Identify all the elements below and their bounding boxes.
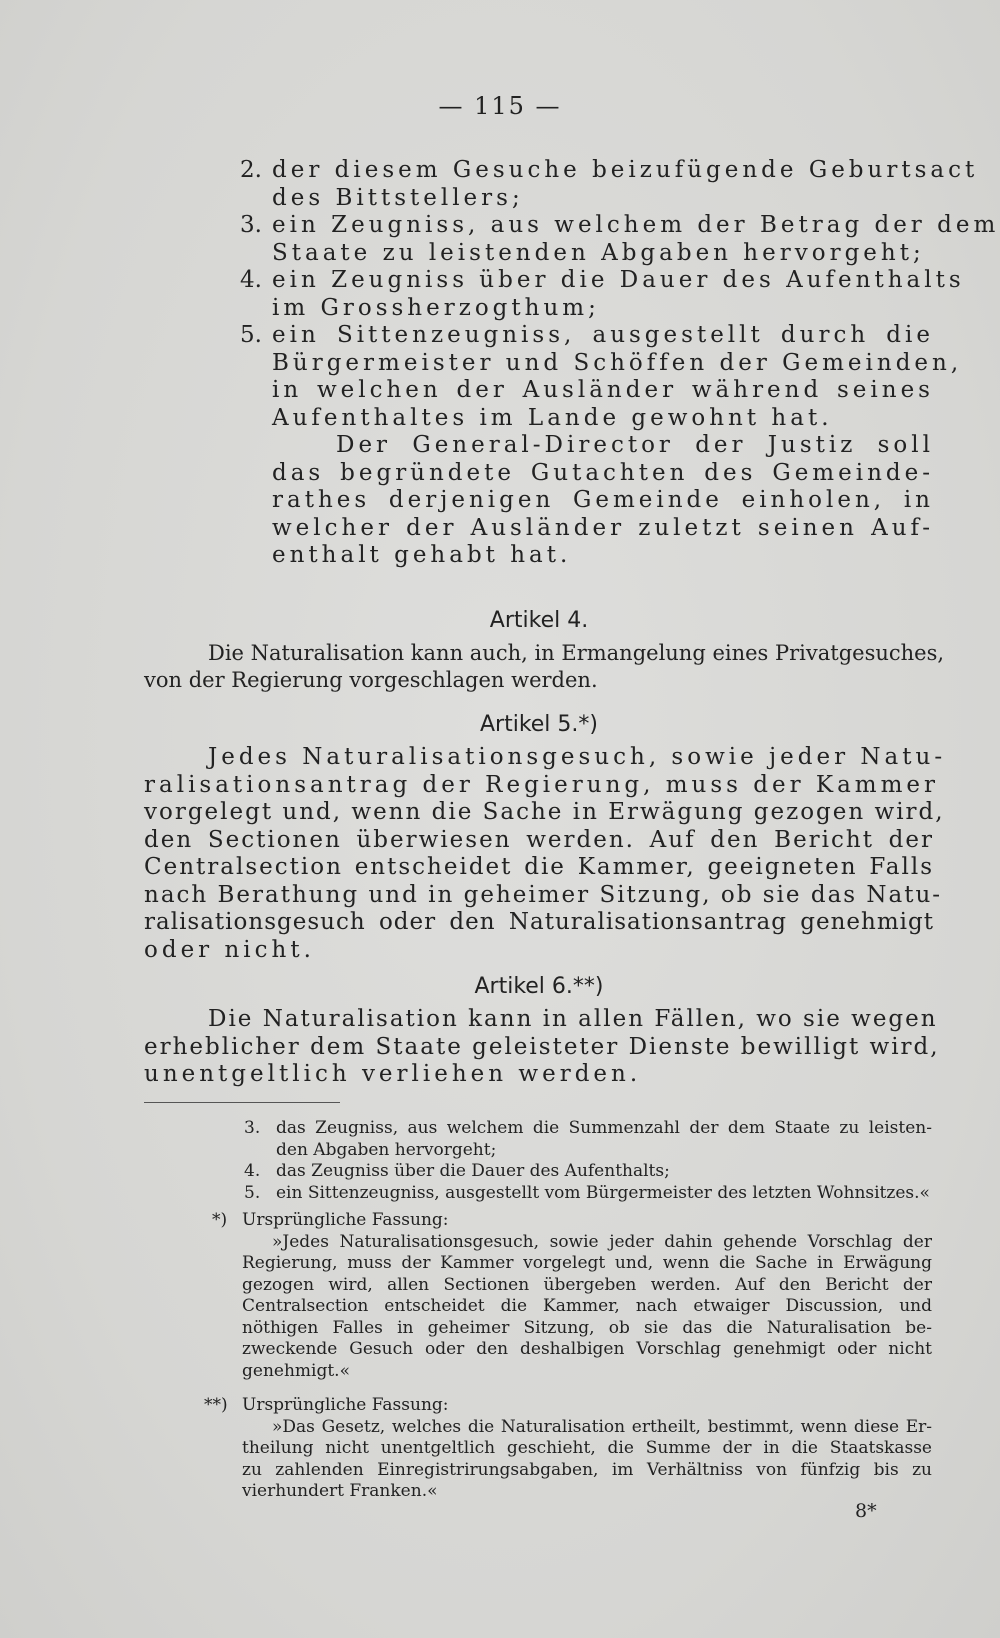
list-item bbox=[244, 1182, 932, 1205]
article-line: erheblicher dem Staate geleisteter Dienste bewilligt wird, bbox=[144, 1033, 940, 1060]
footnote-list bbox=[244, 1118, 932, 1204]
footnote-line: Centralsection entscheidet die Kammer, nach etwaiger Discussion, und bbox=[242, 1296, 932, 1316]
article-4 bbox=[144, 594, 945, 694]
footnote-title: Ursprüngliche Fassung: bbox=[242, 1210, 449, 1230]
list-number: 2. bbox=[240, 157, 262, 183]
article-heading: Artikel 4. bbox=[489, 608, 589, 633]
footnote-divider bbox=[144, 1102, 340, 1103]
list-item bbox=[240, 212, 1000, 267]
list-number: 3. bbox=[240, 212, 262, 238]
footnote-line: genehmigt.« bbox=[242, 1360, 350, 1381]
list-line: Staate zu leistenden Abgaben hervorgeht; bbox=[272, 239, 925, 266]
article-heading: Artikel 5.*) bbox=[479, 712, 598, 737]
article-line: nach Berathung und in geheimer Sitzung, ob sie das Natu- bbox=[144, 881, 943, 908]
footnote-mark: *) bbox=[212, 1210, 228, 1230]
article-line: Jedes Naturalisationsgesuch, sowie jeder Natu- bbox=[208, 744, 947, 770]
article-line: Centralsection entscheidet die Kammer, geeigneten Falls bbox=[144, 854, 934, 880]
paragraph-line: enthalt gehabt hat. bbox=[272, 542, 572, 568]
footnote-line: theilung nicht unentgeltlich geschieht, die Summe der in die Staatskasse bbox=[242, 1438, 932, 1458]
list-line: ein Zeugniss, aus welchem der Betrag der dem bbox=[272, 212, 1000, 238]
list-line: Bürgermeister und Schöffen der Gemeinden, bbox=[272, 349, 963, 376]
footnote-article-5 bbox=[212, 1210, 932, 1382]
list-line: im Grossherzogthum; bbox=[272, 294, 600, 321]
list-line: ein Zeugniss über die Dauer des Aufenthalts bbox=[272, 267, 965, 293]
footnote-line: Regierung, muss der Kammer vorgelegt und, wenn die Sache in Erwägung bbox=[242, 1253, 932, 1273]
footnote-line: gezogen wird, allen Sectionen übergeben werden. Auf den Bericht der bbox=[242, 1274, 932, 1295]
article-heading: Artikel 6.**) bbox=[474, 974, 604, 999]
footnote-line: »Das Gesetz, welches die Naturalisation ertheilt, bestimmt, wenn diese Er- bbox=[272, 1416, 932, 1437]
list-line: den Abgaben hervorgeht; bbox=[276, 1139, 497, 1160]
list-item bbox=[240, 157, 979, 212]
list-item bbox=[244, 1161, 932, 1183]
list-item bbox=[244, 1118, 932, 1161]
footnote-title: Ursprüngliche Fassung: bbox=[242, 1395, 449, 1415]
paragraph-line: rathes derjenigen Gemeinde einholen, in bbox=[272, 487, 934, 513]
list-number: 5. bbox=[240, 322, 262, 348]
article-line: Die Naturalisation kann auch, in Ermangelung eines Privatgesuches, bbox=[208, 641, 945, 665]
list-line: Aufenthaltes im Lande gewohnt hat. bbox=[272, 404, 833, 431]
list-line: ein Sittenzeugniss, ausgestellt vom Bürgermeister des letzten Wohnsitzes.« bbox=[276, 1182, 930, 1203]
paragraph-line: welcher der Ausländer zuletzt seinen Auf- bbox=[272, 514, 934, 541]
list-item bbox=[240, 322, 963, 432]
article-line: ralisationsantrag der Regierung, muss der Kammer bbox=[144, 771, 940, 798]
article-line: ralisationsgesuch oder den Naturalisationsantrag genehmigt bbox=[144, 909, 934, 935]
footnote-article-6 bbox=[204, 1395, 932, 1503]
article-5 bbox=[144, 698, 947, 964]
article-line: oder nicht. bbox=[144, 936, 315, 963]
list-line: ein Sittenzeugniss, ausgestellt durch die bbox=[272, 322, 934, 348]
signature-mark: 8* bbox=[855, 1500, 877, 1522]
requirements-list bbox=[240, 157, 1000, 570]
list-number: 4. bbox=[244, 1161, 261, 1181]
footnote-line: zu zahlenden Einregistrirungsabgaben, im Verhältniss von fünfzig bis zu bbox=[242, 1459, 932, 1480]
footnote-line: vierhundert Franken.« bbox=[242, 1481, 438, 1501]
list-line: das Zeugniss, aus welchem die Summenzahl der dem Staate zu leisten- bbox=[276, 1118, 932, 1138]
page-number: — 115 — bbox=[438, 92, 562, 120]
list-line: des Bittstellers; bbox=[272, 184, 524, 211]
article-line: vorgelegt und, wenn die Sache in Erwägung gezogen wird, bbox=[144, 799, 945, 825]
list-line: in welchen der Ausländer während seines bbox=[272, 377, 934, 403]
article-line: Die Naturalisation kann in allen Fällen, wo sie wegen bbox=[208, 1006, 938, 1032]
list-line: der diesem Gesuche beizufügende Geburtsact bbox=[272, 157, 979, 183]
footnote-line: »Jedes Naturalisationsgesuch, sowie jeder dahin gehende Vorschlag der bbox=[272, 1231, 932, 1252]
footnote-line: nöthigen Falles in geheimer Sitzung, ob sie das die Naturalisation be- bbox=[242, 1317, 932, 1338]
footnote-mark: **) bbox=[204, 1395, 228, 1415]
article-line: den Sectionen überwiesen werden. Auf den Bericht der bbox=[144, 826, 934, 853]
article-6 bbox=[144, 960, 940, 1089]
list-line: das Zeugniss über die Dauer des Aufenthalts; bbox=[276, 1161, 670, 1181]
paragraph-line: das begründete Gutachten des Gemeinde- bbox=[272, 459, 934, 486]
paragraph-general-director bbox=[272, 432, 934, 570]
paragraph-line: Der General-Director der Justiz soll bbox=[336, 432, 934, 458]
list-number: 3. bbox=[244, 1118, 261, 1138]
list-number: 5. bbox=[244, 1182, 261, 1203]
list-item bbox=[240, 267, 965, 322]
article-line: unentgeltlich verliehen werden. bbox=[144, 1061, 642, 1087]
footnote-line: zweckende Gesuch oder den deshalbigen Vorschlag genehmigt oder nicht bbox=[242, 1339, 932, 1359]
article-line: von der Regierung vorgeschlagen werden. bbox=[144, 668, 598, 692]
list-number: 4. bbox=[240, 267, 262, 293]
